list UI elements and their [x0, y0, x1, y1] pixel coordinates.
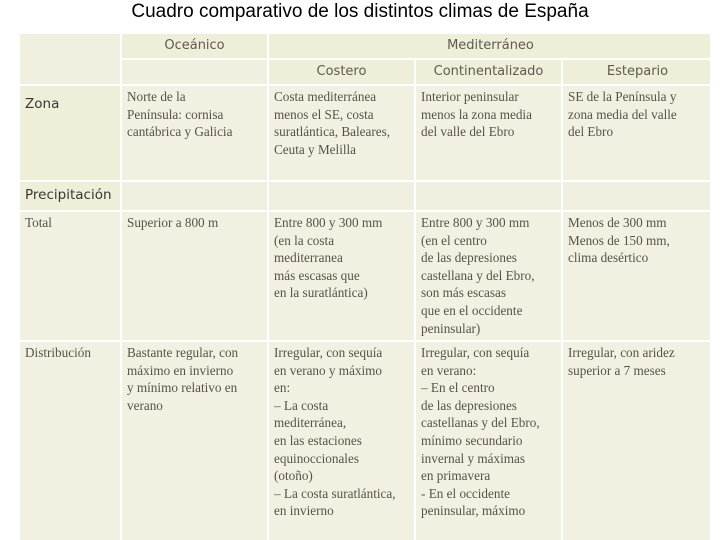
cell-zona-estepario: SE de la Península y zona media del valle del Ebro	[563, 86, 710, 180]
header-row-2	[20, 60, 710, 84]
header-costero: Costero	[269, 60, 414, 84]
cell-precipitacion-empty-3	[416, 182, 561, 210]
cell-total-estepario: Menos de 300 mm Menos de 150 mm, clima desértico	[563, 212, 710, 340]
cell-zona-costero: Costa mediterránea menos el SE, costa suratlántica, Baleares, Ceuta y Melilla	[269, 86, 414, 180]
climate-comparison-table	[18, 32, 710, 540]
header-mediterraneo: Mediterráneo	[269, 34, 710, 58]
cell-distribucion-continentalizado: Irregular, con sequía en verano: – En el centro de las depresiones castellanas y del Ebro, mínimo secundario invernal y máximas en primavera - En el occidente peninsular, máximo	[416, 342, 561, 540]
cell-precipitacion-empty-2	[269, 182, 414, 210]
row-label-distribucion: Distribución	[20, 342, 120, 540]
table	[18, 32, 710, 540]
header-estepario: Estepario	[563, 60, 710, 84]
table-row	[20, 342, 710, 540]
header-oceanico-sub-blank	[122, 60, 267, 84]
header-continentalizado: Continentalizado	[416, 60, 561, 84]
header-row-1	[20, 34, 710, 58]
cell-total-costero: Entre 800 y 300 mm (en la costa mediterranea más escasas que en la suratlántica)	[269, 212, 414, 340]
page-title: Cuadro comparativo de los distintos climas de España	[131, 1, 589, 22]
cell-distribucion-costero: Irregular, con sequía en verano y máximo en: – La costa mediterránea, en las estaciones equinoccionales (otoño) – La costa suratlántica, en invierno	[269, 342, 414, 540]
table-row	[20, 212, 710, 340]
cell-zona-oceanico: Norte de la Península: cornisa cantábrica y Galicia	[122, 86, 267, 180]
row-label-total: Total	[20, 212, 120, 340]
cell-precipitacion-empty-1	[122, 182, 267, 210]
section-row-precipitacion	[20, 182, 710, 210]
row-label-precipitacion: Precipitación	[20, 182, 120, 210]
cell-total-continentalizado: Entre 800 y 300 mm (en el centro de las depresiones castellana y del Ebro, son más escasas que en el occidente peninsular)	[416, 212, 561, 340]
header-corner	[20, 34, 120, 84]
cell-distribucion-oceanico: Bastante regular, con máximo en invierno y mínimo relativo en verano	[122, 342, 267, 540]
cell-precipitacion-empty-4	[563, 182, 710, 210]
cell-distribucion-estepario: Irregular, con aridez superior a 7 meses	[563, 342, 710, 540]
cell-total-oceanico: Superior a 800 m	[122, 212, 267, 340]
header-oceanico: Oceánico	[122, 34, 267, 58]
cell-zona-continentalizado: Interior peninsular menos la zona media del valle del Ebro	[416, 86, 561, 180]
row-label-zona: Zona	[20, 86, 120, 180]
table-row	[20, 86, 710, 180]
